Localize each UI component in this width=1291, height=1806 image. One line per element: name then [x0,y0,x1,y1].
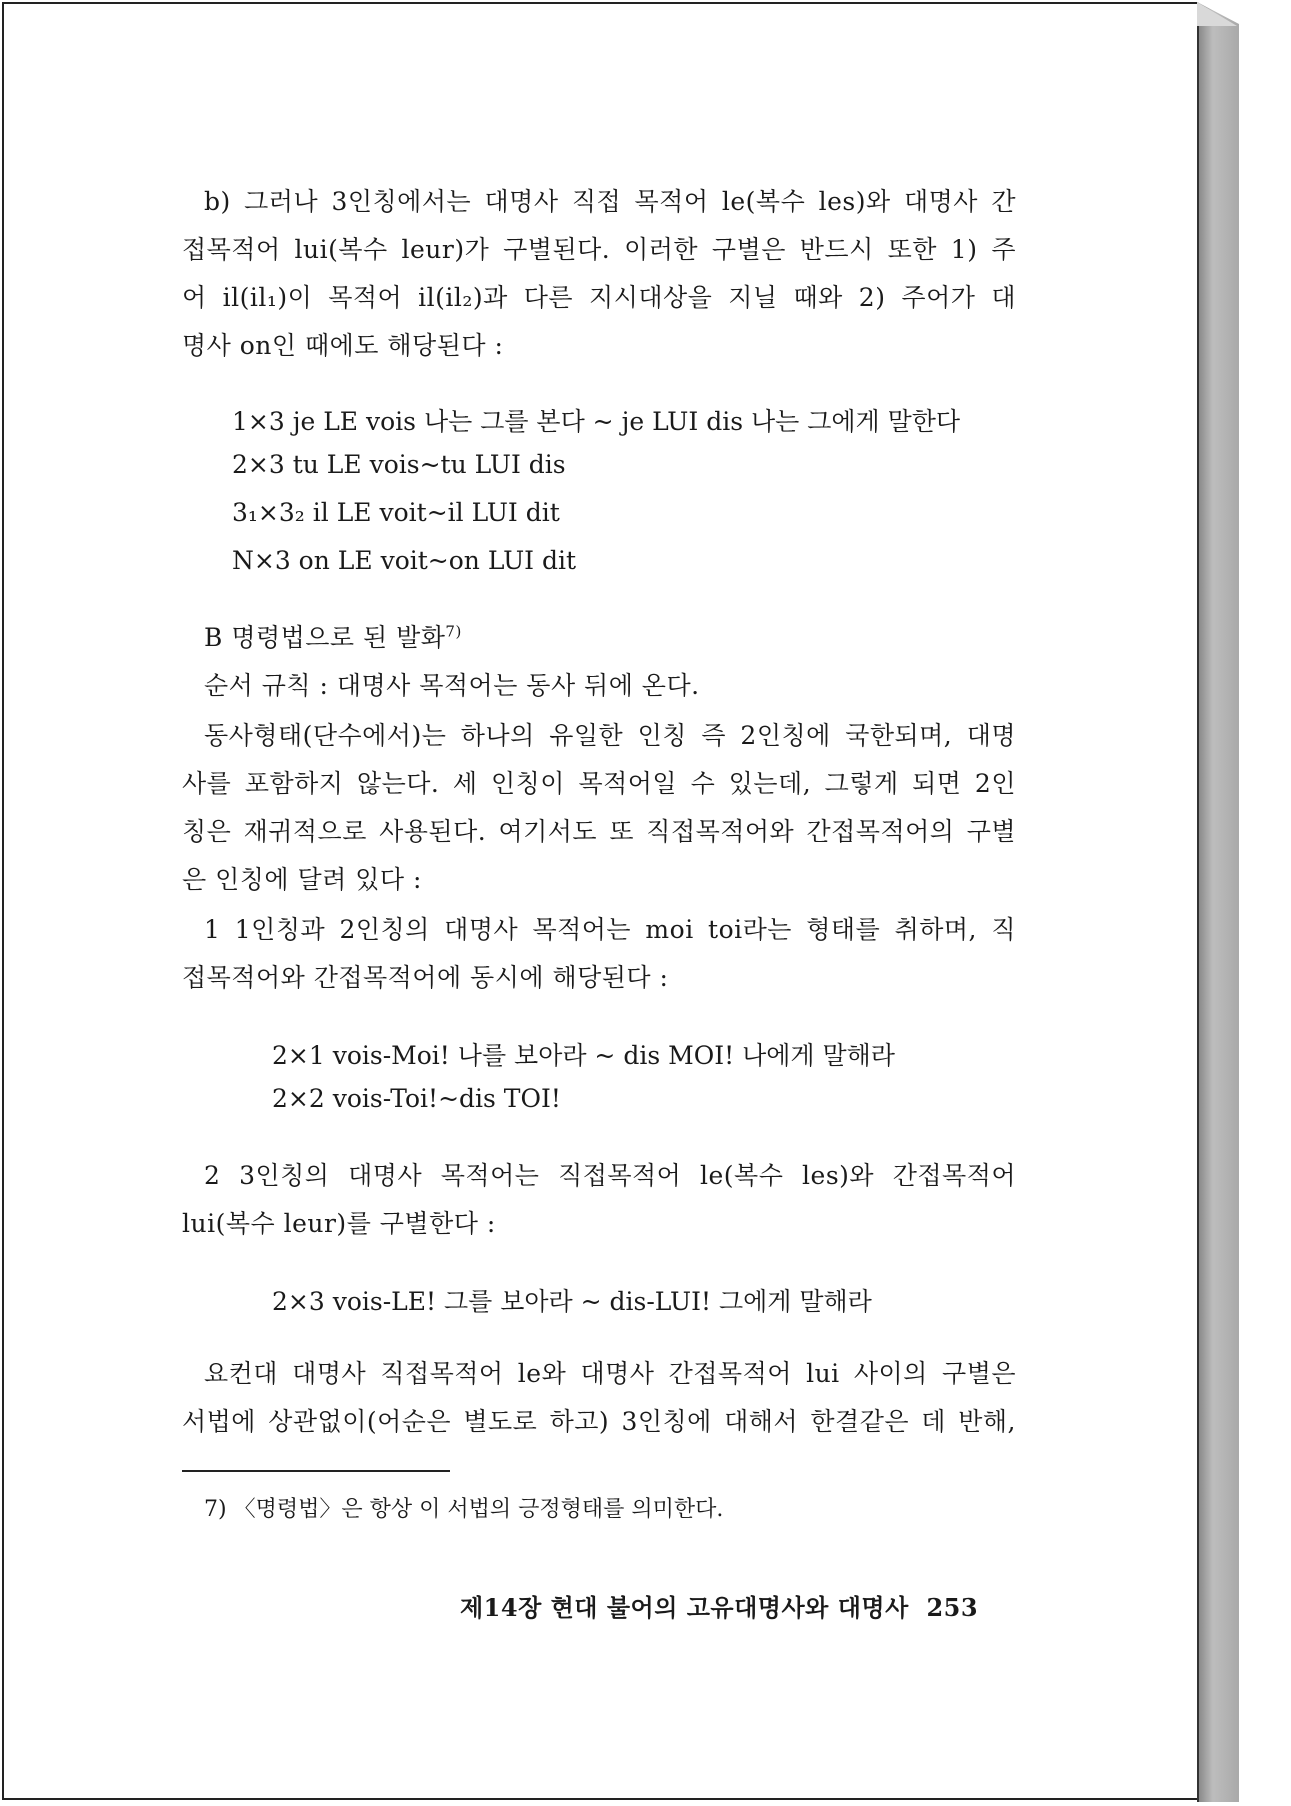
para-b-line-4: 명사 on인 때에도 해당된다 : [182,331,504,360]
section-b-para-line-1: 동사형태(단수에서)는 하나의 유일한 인칭 즉 2인칭에 국한되며, 대명 [204,721,1016,750]
example-nx3: N×3 on LE voit~on LUI dit [232,546,577,575]
para-b-line-3: 어 il(il₁)이 목적어 il(il₂)과 다른 지시대상을 지닐 때와 2) 주어가 대 [182,283,1016,312]
running-footer [460,1588,978,1623]
example-2x2: 2×2 vois-Toi!~dis TOI! [272,1084,561,1113]
item-2-line-2: lui(복수 leur)를 구별한다 : [182,1209,496,1238]
book-corner-fold [1197,2,1237,26]
footnote-separator [182,1470,450,1472]
item-2-line-1: 2 3인칭의 대명사 목적어는 직접목적어 le(복수 les)와 간접목적어 [204,1161,1016,1190]
footnote-7: 7) 〈명령법〉은 항상 이 서법의 긍정형태를 의미한다. [204,1497,724,1522]
summary-line-1: 요컨대 대명사 직접목적어 le와 대명사 간접목적어 lui 사이의 구별은 [204,1359,1016,1388]
section-b-para-line-4: 은 인칭에 달려 있다 : [182,865,422,894]
page-number: 253 [926,1593,979,1622]
para-b-line-1: b) 그러나 3인칭에서는 대명사 직접 목적어 le(복수 les)와 대명사 간 [204,187,1016,216]
page-content [4,4,1197,1798]
example-2x1: 2×1 vois-Moi! 나를 보아라 ~ dis MOI! 나에게 말해라 [272,1041,895,1070]
order-rule: 순서 규칙 : 대명사 목적어는 동사 뒤에 온다. [204,671,700,700]
book-page [2,2,1197,1800]
chapter-title: 제14장 현대 불어의 고유대명사와 대명사 [460,1593,909,1622]
example-1x3: 1×3 je LE vois 나는 그를 본다 ~ je LUI dis 나는 그에게 말한다 [232,407,961,436]
section-b-para-line-3: 칭은 재귀적으로 사용된다. 여기서도 또 직접목적어와 간접목적어의 구별 [182,817,1016,846]
section-b-para-line-2: 사를 포함하지 않는다. 세 인칭이 목적어일 수 있는데, 그렇게 되면 2인 [182,769,1016,798]
example-31x32: 3₁×3₂ il LE voit~il LUI dit [232,498,560,527]
footnote-ref-7: 7) [445,622,462,641]
section-b-heading [204,618,462,654]
item-1-line-1: 1 1인칭과 2인칭의 대명사 목적어는 moi toi라는 형태를 취하며, 직 [204,915,1016,944]
book-spine-edge [1197,2,1239,1802]
example-2x3: 2×3 tu LE vois~tu LUI dis [232,450,566,479]
para-b-line-2: 접목적어 lui(복수 leur)가 구별된다. 이러한 구별은 반드시 또한 1) 주 [182,235,1016,264]
section-b-heading-text: B 명령법으로 된 발화 [204,623,446,652]
summary-line-2: 서법에 상관없이(어순은 별도로 하고) 3인칭에 대해서 한결같은 데 반해, [182,1407,1016,1436]
item-1-line-2: 접목적어와 간접목적어에 동시에 해당된다 : [182,963,669,992]
example-2x3-imperative: 2×3 vois-LE! 그를 보아라 ~ dis-LUI! 그에게 말해라 [272,1287,872,1316]
